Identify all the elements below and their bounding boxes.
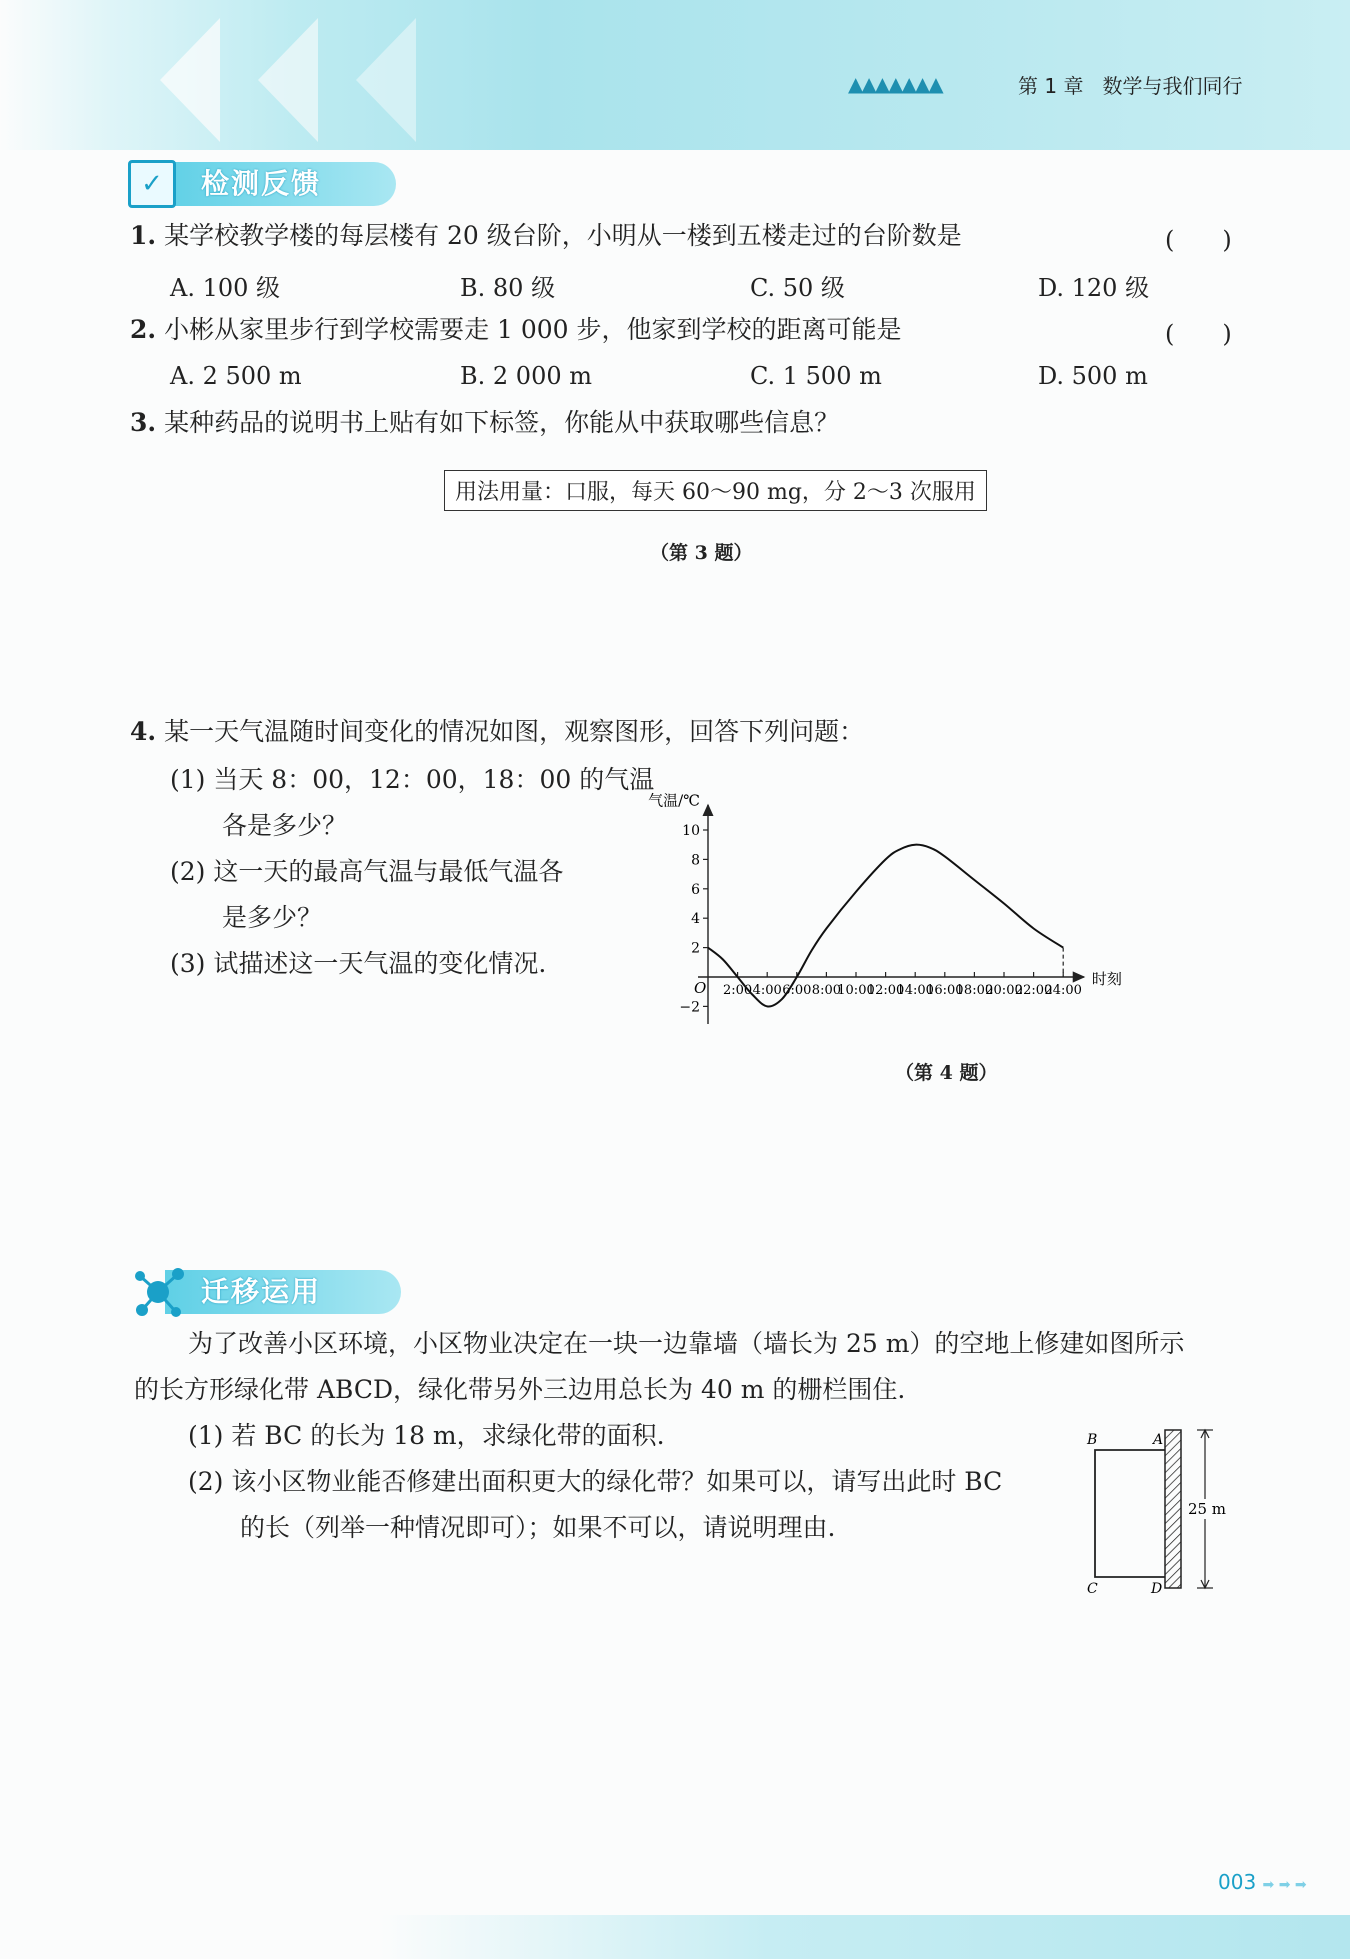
vertex-a: A [1153, 1432, 1164, 1448]
sub-question-1-cont: 各是多少？ [222, 811, 348, 840]
option-a: A. 2 500 m [170, 362, 302, 390]
option-b: B. 2 000 m [460, 362, 592, 390]
section-title: 迁移运用 [201, 1275, 322, 1308]
x-axis-label: 时刻 [1091, 970, 1122, 988]
chapter-title: 数学与我们同行 [1102, 74, 1243, 98]
sub-question-1: (1) 若 BC 的长为 18 m，求绿化带的面积. [188, 1421, 665, 1450]
sub-question-2-cont: 的长（列举一种情况即可）；如果不可以，请说明理由. [240, 1513, 836, 1542]
answer-blank[interactable]: ( ) [1165, 226, 1232, 254]
chapter-number: 第 1 章 [1018, 74, 1084, 98]
problem-text-line1: 为了改善小区环境，小区物业决定在一块一边靠墙（墙长为 25 m）的空地上修建如图所示 [188, 1329, 1185, 1358]
molecule-icon [128, 1262, 188, 1322]
y-tick-label: 10 [682, 823, 700, 839]
question-3: 3. 某种药品的说明书上贴有如下标签，你能从中获取哪些信息？ [130, 408, 840, 437]
mountains-icon: ▲▲▲▲▲▲▲ [848, 72, 942, 96]
option-d: D. 500 m [1038, 362, 1148, 390]
chevron-decoration [258, 18, 318, 142]
x-tick-label: 16:00 [926, 983, 964, 998]
option-a: A. 100 级 [170, 274, 281, 302]
sub-question-2: (2) 这一天的最高气温与最低气温各 [170, 857, 564, 886]
chevron-decoration [160, 18, 220, 142]
question-text: 某学校教学楼的每层楼有 20 级台阶，小明从一楼到五楼走过的台阶数是 [164, 221, 962, 250]
option-c: C. 1 500 m [750, 362, 882, 390]
x-tick-label: 6:00 [782, 983, 812, 998]
x-tick-label: 10:00 [837, 983, 875, 998]
y-axis-label: 气温/℃ [648, 791, 700, 810]
y-tick-label: 8 [691, 852, 700, 869]
figure-caption: （第 3 题） [650, 542, 753, 564]
x-tick-label: 12:00 [866, 983, 905, 998]
wall-length-label: 25 m [1187, 1500, 1227, 1518]
x-tick-label: 20:00 [985, 983, 1023, 998]
option-d: D. 120 级 [1038, 274, 1150, 302]
option-b: B. 80 级 [460, 274, 556, 302]
sub-question-1: (1) 当天 8：00，12：00，18：00 的气温 [170, 765, 655, 794]
y-tick-label: −2 [679, 999, 700, 1016]
question-text: 某一天气温随时间变化的情况如图，观察图形，回答下列问题： [164, 717, 865, 746]
fence [1095, 1450, 1165, 1577]
problem-text-line2: 的长方形绿化带 ABCD，绿化带另外三边用总长为 40 m 的栅栏围住. [134, 1375, 906, 1404]
question-4: 4. 某一天气温随时间变化的情况如图，观察图形，回答下列问题： [130, 717, 865, 746]
garden-figure [1085, 1425, 1235, 1605]
question-2: 2. 小彬从家里步行到学校需要走 1 000 步，他家到学校的距离可能是 [130, 315, 902, 344]
chart-caption: （第 4 题） [895, 1062, 998, 1084]
y-tick-label: 4 [691, 911, 700, 928]
y-tick-label: 2 [691, 940, 700, 957]
x-tick-label: 8:00 [811, 983, 842, 998]
origin-label: O [694, 979, 707, 997]
sub-question-3: (3) 试描述这一天气温的变化情况. [170, 949, 547, 978]
chapter-header [1018, 70, 1243, 99]
x-tick-label: 18:00 [955, 983, 994, 998]
question-text: 小彬从家里步行到学校需要走 1 000 步，他家到学校的距离可能是 [164, 315, 902, 344]
checklist-icon: ✓ [128, 160, 176, 208]
page-number: 003 ➡ ➡ ➡ [1218, 1870, 1307, 1894]
footer-band [380, 1915, 1350, 1959]
sub-question-2-cont: 是多少？ [222, 903, 323, 932]
section-title: 检测反馈 [201, 167, 322, 200]
vertex-d: D [1151, 1581, 1163, 1597]
option-c: C. 50 级 [750, 274, 845, 302]
question-text: 某种药品的说明书上贴有如下标签，你能从中获取哪些信息？ [164, 408, 840, 437]
answer-blank[interactable]: ( ) [1165, 320, 1232, 348]
question-1: 1. 某学校教学楼的每层楼有 20 级台阶，小明从一楼到五楼走过的台阶数是 [130, 221, 962, 250]
arrow-right-icon: ➡ ➡ ➡ [1262, 1877, 1307, 1893]
vertex-c: C [1087, 1581, 1098, 1597]
medicine-label: 用法用量：口服，每天 60～90 mg，分 2～3 次服用 [444, 470, 987, 511]
section-banner-feedback [165, 162, 396, 206]
wall [1165, 1430, 1181, 1588]
x-tick-label: 22:00 [1014, 983, 1053, 998]
x-tick-label: 2:00 [722, 983, 753, 998]
y-tick-label: 6 [691, 881, 700, 898]
x-tick-label: 4:00 [752, 983, 782, 998]
x-tick-label: 24:00 [1044, 983, 1082, 998]
vertex-b: B [1087, 1432, 1098, 1448]
temperature-chart [630, 765, 1260, 1045]
chevron-decoration [356, 18, 416, 142]
sub-question-2: (2) 该小区物业能否修建出面积更大的绿化带？如果可以，请写出此时 BC [188, 1467, 1003, 1496]
x-tick-label: 14:00 [896, 983, 934, 998]
section-banner-transfer [165, 1270, 401, 1314]
